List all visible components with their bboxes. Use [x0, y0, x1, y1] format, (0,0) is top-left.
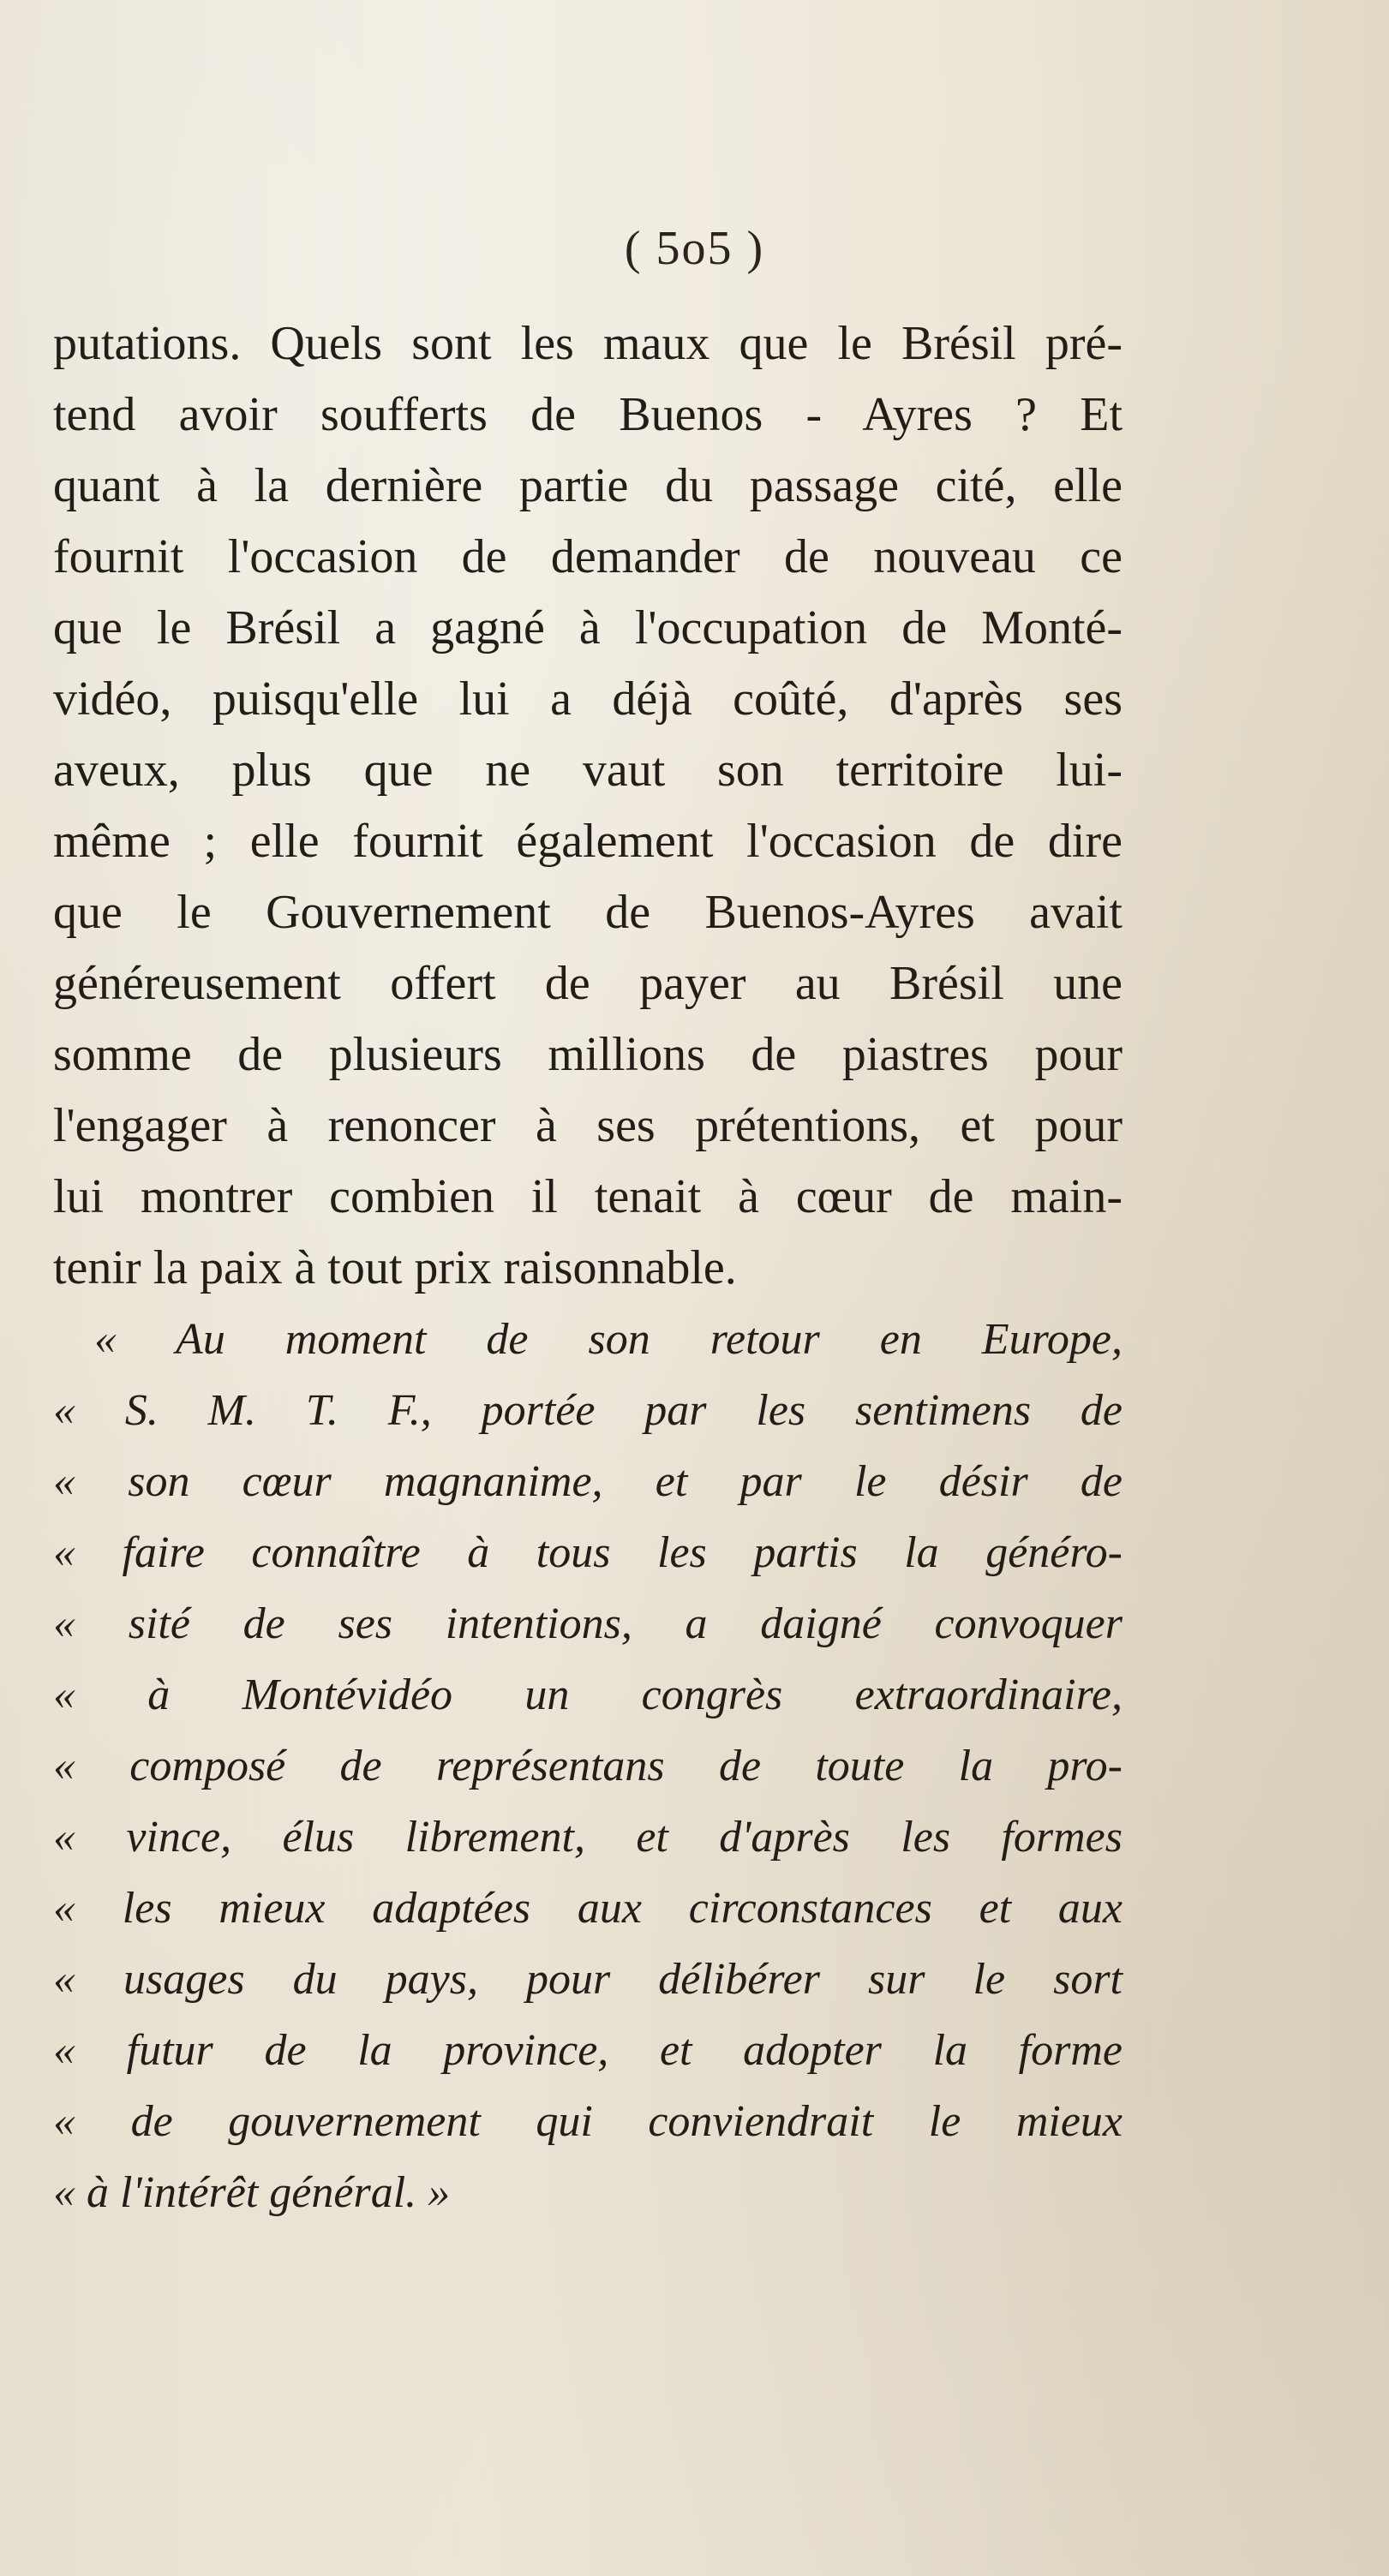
- text-line: tenir la paix à tout prix raisonnable.: [53, 1241, 737, 1294]
- text-line: putations. Quels sont les maux que le Brésil pré-: [53, 317, 1123, 370]
- page-text: [53, 308, 1123, 2228]
- text-line: fournit l'occasion de demander de nouveau ce: [53, 530, 1123, 583]
- quote-line: « les mieux adaptées aux circonstances et aux: [53, 1884, 1123, 1933]
- quote-line: « Au moment de son retour en Europe,: [94, 1315, 1123, 1364]
- text-line: que le Gouvernement de Buenos-Ayres avait: [53, 886, 1123, 939]
- text-line: généreusement offert de payer au Brésil une: [53, 957, 1123, 1010]
- text-line: lui montrer combien il tenait à cœur de main-: [53, 1170, 1123, 1223]
- quote-line: « faire connaître à tous les partis la généro-: [53, 1528, 1123, 1577]
- text-line: vidéo, puisqu'elle lui a déjà coûté, d'après ses: [53, 672, 1123, 726]
- quote-line: « composé de représentans de toute la pro-: [53, 1742, 1123, 1790]
- quote-line: « son cœur magnanime, et par le désir de: [53, 1457, 1123, 1506]
- text-line: l'engager à renoncer à ses prétentions, et pour: [53, 1099, 1123, 1152]
- quote-line: « à Montévidéo un congrès extraordinaire,: [53, 1671, 1123, 1719]
- text-line: tend avoir soufferts de Buenos - Ayres ? Et: [53, 388, 1123, 441]
- text-line: somme de plusieurs millions de piastres pour: [53, 1028, 1123, 1081]
- quotation-block: [53, 1304, 1123, 2228]
- text-line: que le Brésil a gagné à l'occupation de Monté-: [53, 601, 1123, 654]
- page-number: ( 5o5 ): [624, 222, 765, 275]
- text-line: quant à la dernière partie du passage cité, elle: [53, 459, 1123, 512]
- quote-line: « S. M. T. F., portée par les sentimens de: [53, 1386, 1123, 1435]
- quote-line: « vince, élus librement, et d'après les formes: [53, 1813, 1123, 1862]
- quote-line: « de gouvernement qui conviendrait le mieux: [53, 2097, 1123, 2146]
- quote-line: « à l'intérêt général. »: [53, 2168, 451, 2217]
- quote-line: « futur de la province, et adopter la forme: [53, 2026, 1123, 2075]
- quote-line: « sité de ses intentions, a daigné convoquer: [53, 1599, 1123, 1648]
- text-line: aveux, plus que ne vaut son territoire lui-: [53, 744, 1123, 797]
- text-line: même ; elle fournit également l'occasion de dire: [53, 815, 1123, 868]
- quote-line: « usages du pays, pour délibérer sur le sort: [53, 1955, 1123, 2004]
